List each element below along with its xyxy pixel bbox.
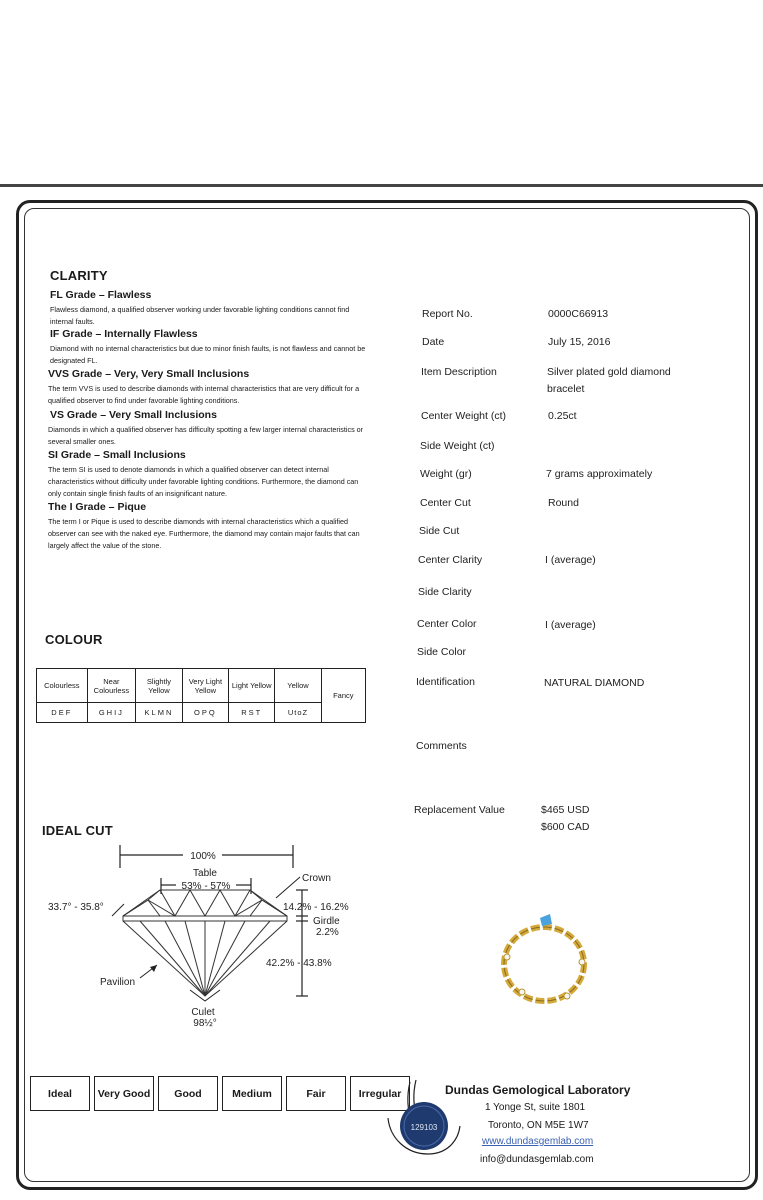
colour-scale-table: [36, 668, 366, 723]
grade-if-text: Diamond with no internal characteristics but due to minor finish faults, is not flawless and cannot be designated FL.: [50, 344, 366, 365]
cut-grade-very-good: Very Good: [94, 1076, 154, 1111]
ideal-cut-title: IDEAL CUT: [42, 823, 113, 838]
center-cut-value: Round: [548, 497, 579, 509]
label-crown-angle: 33.7° - 35.8°: [48, 902, 104, 913]
bracelet-photo: [492, 912, 596, 1012]
colour-colourless-grades: DEF: [37, 703, 88, 723]
replacement-value-cad: $600 CAD: [541, 821, 590, 833]
center-clarity-value: I (average): [545, 554, 596, 566]
label-culet-angle: 98½°: [193, 1018, 217, 1029]
grade-i-title: The I Grade – Pique: [48, 501, 147, 513]
clarity-title: CLARITY: [50, 268, 108, 283]
item-description-value: Silver plated gold diamond bracelet: [547, 366, 671, 395]
grade-if-title: IF Grade – Internally Flawless: [50, 328, 198, 340]
side-clarity-label: Side Clarity: [418, 586, 472, 598]
label-girdle: Girdle: [313, 916, 340, 927]
cut-grade-ideal: Ideal: [30, 1076, 90, 1111]
grade-si-title: SI Grade – Small Inclusions: [48, 449, 186, 461]
label-girdle-value: 2.2%: [316, 927, 339, 938]
label-crown-height: 14.2% - 16.2%: [283, 902, 349, 913]
colour-slightly-yellow-grades: KLMN: [136, 703, 183, 723]
colour-slightly-yellow-name: Slightly Yellow: [136, 669, 183, 703]
item-description-label: Item Description: [421, 366, 497, 378]
diamond-cut-diagram: [40, 840, 380, 1040]
grade-fl-text: Flawless diamond, a qualified observer working under favorable lighting conditions cannot find internal faults.: [50, 305, 350, 326]
label-pavilion-depth: 42.2% - 43.8%: [266, 958, 332, 969]
label-table-range: 53% - 57%: [181, 881, 231, 892]
colour-very-light-yellow-name: Very Light Yellow: [182, 669, 228, 703]
grade-vs-title: VS Grade – Very Small Inclusions: [50, 409, 217, 421]
center-weight-value: 0.25ct: [548, 410, 577, 422]
label-crown: Crown: [302, 873, 331, 884]
colour-colourless-name: Colourless: [37, 669, 88, 703]
identification-value: NATURAL DIAMOND: [544, 677, 645, 689]
center-weight-label: Center Weight (ct): [421, 410, 506, 422]
date-value: July 15, 2016: [548, 336, 611, 348]
center-color-label: Center Color: [417, 618, 477, 630]
label-culet: Culet: [191, 1007, 215, 1018]
center-color-value: I (average): [545, 619, 596, 631]
diamond-outline: [123, 890, 287, 996]
center-cut-label: Center Cut: [420, 497, 471, 509]
top-divider: [0, 184, 763, 187]
side-color-label: Side Color: [417, 646, 467, 658]
seal-text: 129103: [410, 1123, 438, 1132]
colour-yellow-grades: UtoZ: [275, 703, 321, 723]
replacement-value-usd: $465 USD: [541, 804, 590, 816]
lab-name: Dundas Gemological Laboratory: [445, 1083, 631, 1097]
lab-address-line1: 1 Yonge St, suite 1801: [485, 1102, 586, 1113]
colour-fancy-name: Fancy: [321, 669, 365, 723]
cut-grade-table: [26, 1076, 414, 1111]
comments-label: Comments: [416, 740, 467, 752]
side-cut-label: Side Cut: [419, 525, 460, 537]
identification-label: Identification: [416, 676, 475, 688]
grade-fl-title: FL Grade – Flawless: [50, 289, 152, 301]
weight-label: Weight (gr): [420, 468, 472, 480]
cut-grade-irregular: Irregular: [350, 1076, 410, 1111]
weight-value: 7 grams approximately: [546, 468, 653, 480]
grade-si-text: The term SI is used to denote diamonds in which a qualified observer can detect internal characteristics without difficulty under favorable lighting conditions. Furthermore, the diamond can only contain single finish faults of an insignificant nature.: [48, 465, 359, 498]
side-weight-label: Side Weight (ct): [420, 440, 495, 452]
lab-address-line2: Toronto, ON M5E 1W7: [488, 1120, 589, 1131]
grade-vvs-title: VVS Grade – Very, Very Small Inclusions: [48, 368, 250, 380]
label-table: Table: [193, 868, 217, 879]
grade-vvs-text: The term VVS is used to describe diamonds with internal characteristics that are very difficult for a qualified observer to find under favorable lighting conditions.: [48, 384, 360, 405]
label-pavilion: Pavilion: [100, 977, 136, 988]
replacement-value-label: Replacement Value: [414, 804, 505, 816]
grade-i-text: The term I or Pique is used to describe diamonds with internal characteristics which a qualified observer can see with the naked eye. Furthermore, the diamond may contain major faults that can largely affect the value of the stone.: [48, 517, 360, 550]
colour-light-yellow-grades: RST: [229, 703, 275, 723]
report-no-label: Report No.: [422, 308, 473, 320]
colour-title: COLOUR: [45, 632, 103, 647]
cut-grade-good: Good: [158, 1076, 218, 1111]
date-label: Date: [422, 336, 445, 348]
lab-website-link[interactable]: www.dundasgemlab.com: [482, 1136, 594, 1147]
colour-near-colourless-grades: GHIJ: [87, 703, 136, 723]
cut-grade-fair: Fair: [286, 1076, 346, 1111]
colour-near-colourless-name: Near Colourless: [87, 669, 136, 703]
colour-very-light-yellow-grades: OPQ: [182, 703, 228, 723]
center-clarity-label: Center Clarity: [418, 554, 483, 566]
label-total-width: 100%: [190, 851, 216, 862]
cut-grade-medium: Medium: [222, 1076, 282, 1111]
lab-email[interactable]: info@dundasgemlab.com: [480, 1154, 594, 1165]
report-no-value: 0000C66913: [548, 308, 609, 320]
colour-yellow-name: Yellow: [275, 669, 321, 703]
grade-vs-text: Diamonds in which a qualified observer has difficulty spotting a few larger internal characteristics or several smaller ones.: [48, 425, 364, 446]
colour-light-yellow-name: Light Yellow: [229, 669, 275, 703]
